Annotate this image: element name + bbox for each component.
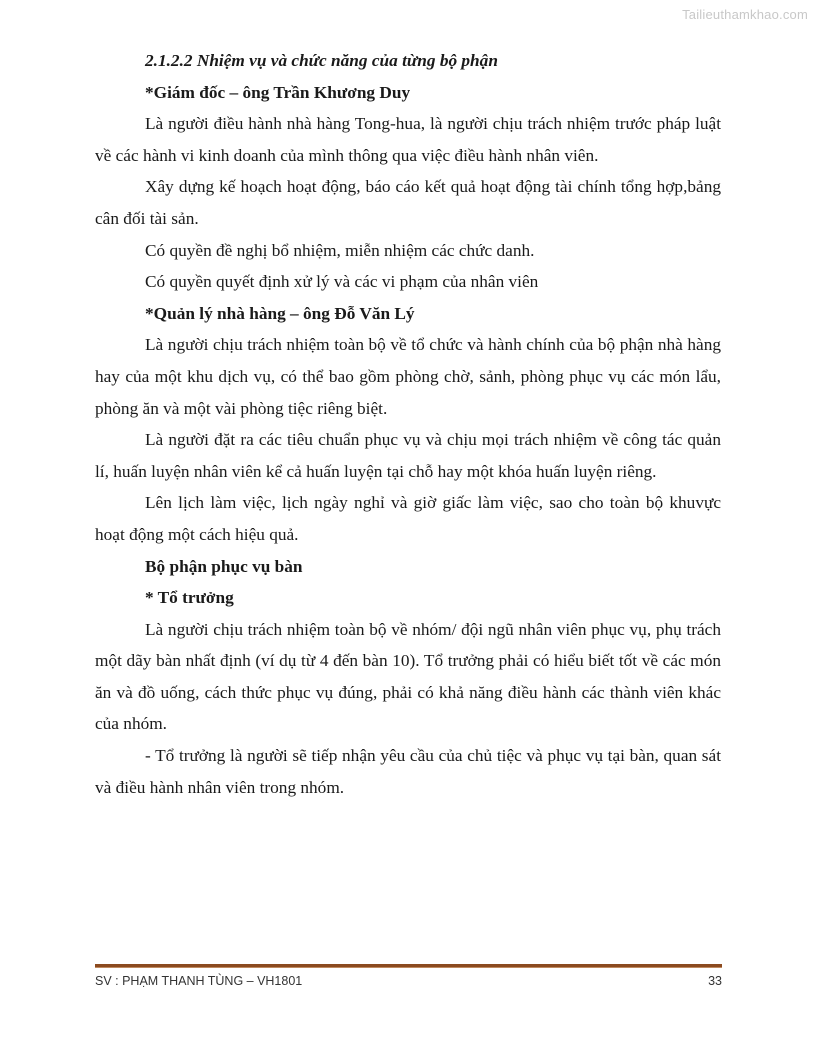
team-leader-paragraph: Là người chịu trách nhiệm toàn bộ về nhóm/ đội ngũ nhân viên phục vụ, phụ trách một dãy bàn nhất định (ví dụ từ 4 đến bàn 10). Tổ trưởng phải có hiểu biết tốt về các món ăn và đồ uống, cách thức phục vụ đúng, phải có khả năng điều hành các thành viên khác của nhóm. <box>95 619 721 734</box>
watermark: Tailieuthamkhao.com <box>682 7 808 22</box>
document-body <box>95 45 721 803</box>
manager-paragraph: Là người chịu trách nhiệm toàn bộ về tổ chức và hành chính của bộ phận nhà hàng hay của một khu dịch vụ, có thể bao gồm phòng chờ, sảnh, phòng phục vụ các món lẩu, phòng ăn và một vài phòng tiệc riêng biệt. <box>95 335 721 418</box>
manager-paragraph: Là người đặt ra các tiêu chuẩn phục vụ và chịu mọi trách nhiệm về công tác quản lí, huấn luyện nhân viên kể cả huấn luyện tại chỗ hay một khóa huấn luyện riêng. <box>95 430 721 481</box>
page-number: 33 <box>708 974 722 988</box>
director-paragraph: Có quyền quyết định xử lý và các vi phạm của nhân viên <box>145 272 539 292</box>
director-heading: *Giám đốc – ông Trần Khương Duy <box>145 82 411 102</box>
footer-divider <box>95 964 722 968</box>
manager-heading: *Quản lý nhà hàng – ông Đỗ Văn Lý <box>145 303 415 323</box>
director-paragraph: Là người điều hành nhà hàng Tong-hua, là người chịu trách nhiệm trước pháp luật về các hành vi kinh doanh của mình thông qua việc điều hành nhân viên. <box>95 114 721 165</box>
service-department-heading: Bộ phận phục vụ bàn <box>145 556 303 576</box>
page-footer <box>95 974 722 988</box>
section-title: 2.1.2.2 Nhiệm vụ và chức năng của từng bộ phận <box>145 51 498 70</box>
director-paragraph: Xây dựng kế hoạch hoạt động, báo cáo kết quả hoạt động tài chính tổng hợp,bảng cân đối tài sản. <box>95 177 721 228</box>
team-leader-heading: * Tổ trưởng <box>145 588 234 608</box>
manager-paragraph: Lên lịch làm việc, lịch ngày nghỉ và giờ giấc làm việc, sao cho toàn bộ khuvực hoạt động một cách hiệu quả. <box>95 493 721 544</box>
director-paragraph: Có quyền đề nghị bổ nhiệm, miễn nhiệm các chức danh. <box>145 240 535 260</box>
footer-author: SV : PHẠM THANH TÙNG – VH1801 <box>95 974 303 988</box>
team-leader-paragraph: - Tổ trưởng là người sẽ tiếp nhận yêu cầu của chủ tiệc và phục vụ tại bàn, quan sát và điều hành nhân viên trong nhóm. <box>95 746 721 797</box>
